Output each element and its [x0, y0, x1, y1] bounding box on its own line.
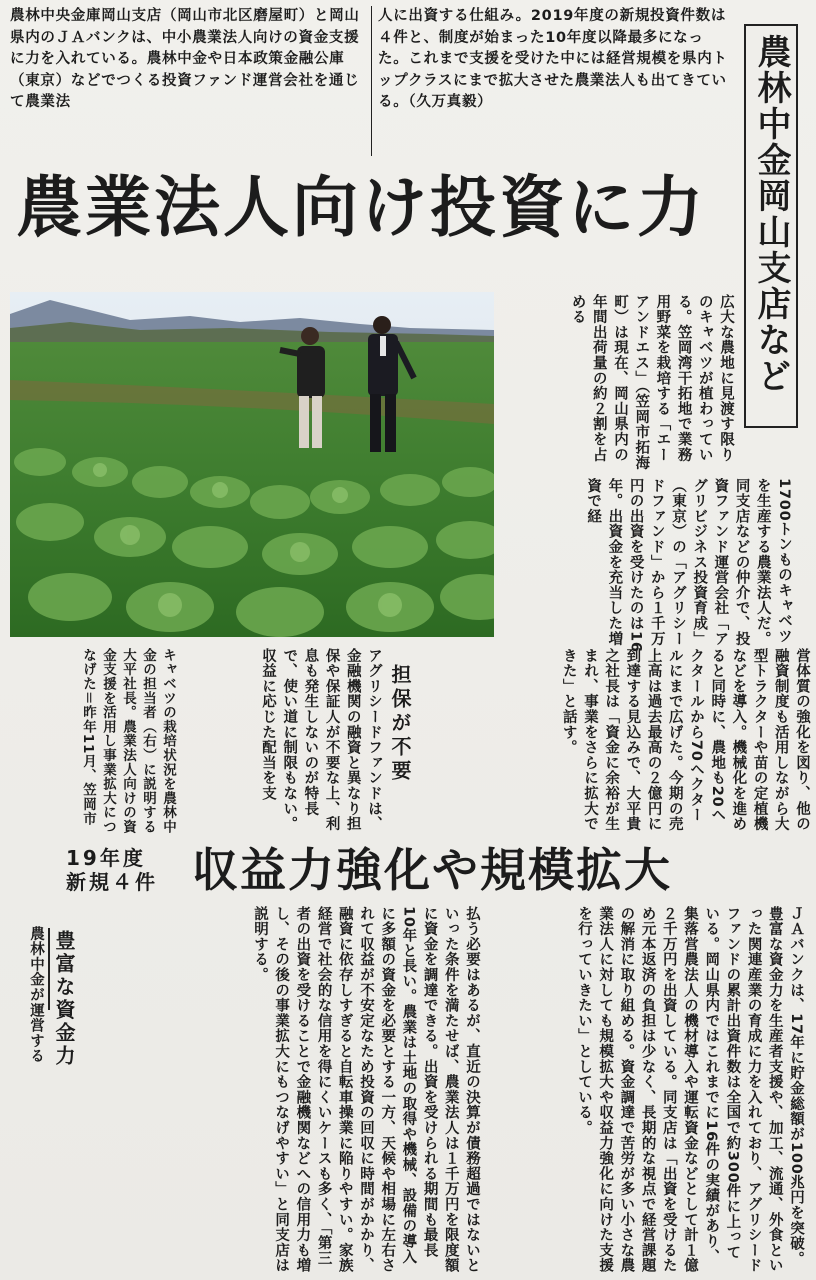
side-heading-box	[744, 24, 798, 428]
mid-label	[66, 846, 182, 894]
lead-right-column: 人に出資する仕組み。2019年度の新規投資件数は４件と、制度が始まった10年度以降最多になった。これまで支援を受けた中には経営規模を県内トップクラスにまで拡大させた農業法人も出てきている。（久万真毅）	[378, 8, 728, 110]
main-headline: 農業法人向け投資に力	[16, 169, 706, 246]
body-column-d: アグリシードファンドは、金融機関の融資と異なり担保や保証人が不要な上、利息も発生しないのが特長で、使い道に制限もない。収益に応じた配当を支	[259, 648, 382, 832]
cabbage-field-image	[10, 292, 494, 637]
body-column-a: 広大な農地に見渡す限りのキャベツが植わっている。笠岡湾干拓地で業務用野菜を栽培する「エーアンドエス」（笠岡市拓海町）は現在、岡山県内の年間出荷量の約２割を占める	[569, 294, 734, 471]
photo-caption: キャベツの栽培状況を農林中金の担当者（右）に説明する大平社長。農業法人向けの資金支援を活用し事業拡大につなげた＝昨年11月、笠岡市	[80, 648, 176, 834]
mid-label-line2: 新規４件	[66, 870, 158, 894]
subhead-rule	[48, 928, 50, 1010]
body-column-g: ＪＡバンクは、17年に貯金総額が100兆円を突破。豊富な資金力を生産者支援や、加工、流通、外食といった関連産業の育成に力を入れており、アグリシードファンドの累計出資件数は全国で約300件に上っている。岡山県内ではこれまでに16件の実績があり、集落営農法人の機材導入や運転資金などとして計１億２千万円を出資している。同支店は「出資を受けるため元本返済の負担は少なく、長期的な視点で経営課題の解消に取り組める。資金調達で苦労が多い小さな農業法人に対しても規模拡大や収益力強化に向けた支援を行っていきたい」としている。	[575, 906, 804, 1274]
mid-headline: 収益力強化や規模拡大	[192, 843, 672, 897]
subhead-no-collateral: 担保が不要	[388, 664, 412, 784]
body-column-e: 払う必要はあるが、直近の決算が債務超過ではないといった条件を満たせば、農業法人は１千万円を限度額に資金を調達できる。出資を受けられる期間も最長10年と長い。農業は土地の取得や機械、設備の導入に多額の資金を必要とする一方、天候や相場に左右されて収益が不安定なため投資の回収に時間がかかり、融資に依存しすぎると自転車操業に陥りやすい。家族経営で社会的な信用を得にくいケースも多く、「第三者の出資を受けることで金融機関などへの信用力も増し、その後の事業拡大にもつなげやすい」と同支店は説明する。	[251, 906, 480, 1274]
side-heading: 農林中金岡山支店など	[751, 34, 791, 394]
lead-column-divider	[371, 6, 372, 156]
field-photo	[10, 292, 494, 637]
body-column-c: 営体質の強化を図り、他の融資制度も活用しながら大型トラクターや苗の定植機などを導入。機械化を進めると同時に、農地も20ヘクタールから70ヘクタールにまで広げた。今期の売上高は過去最高の２億円に到達する見込みで、大平貴之社長は「資金に余裕が生まれ、事業をさらに拡大できた」と話す。	[560, 648, 810, 832]
lead-left-column: 農林中央金庫岡山支店（岡山市北区磨屋町）と岡山県内のＪＡバンクは、中小農業法人向けの資金支援に力を入れている。農林中金や日本政策金融公庫（東京）などでつくる投資ファンド運営会社を通じて農業法	[10, 8, 360, 110]
body-column-b: 1700トンものキャベツを生産する農業法人だ。同支店などの仲介で、投資ファンド運営会社「アグリビジネス投資育成」（東京）の「アグリシードファンド」から１千万円の出資を受けたのは16年。出資金を充当した増資で経	[585, 478, 792, 653]
mid-label-line1: 19年度	[66, 846, 146, 870]
subhead-ample-funds: 豊富な資金力	[52, 930, 76, 1068]
body-column-f: 農林中金が運営する	[28, 926, 44, 1064]
